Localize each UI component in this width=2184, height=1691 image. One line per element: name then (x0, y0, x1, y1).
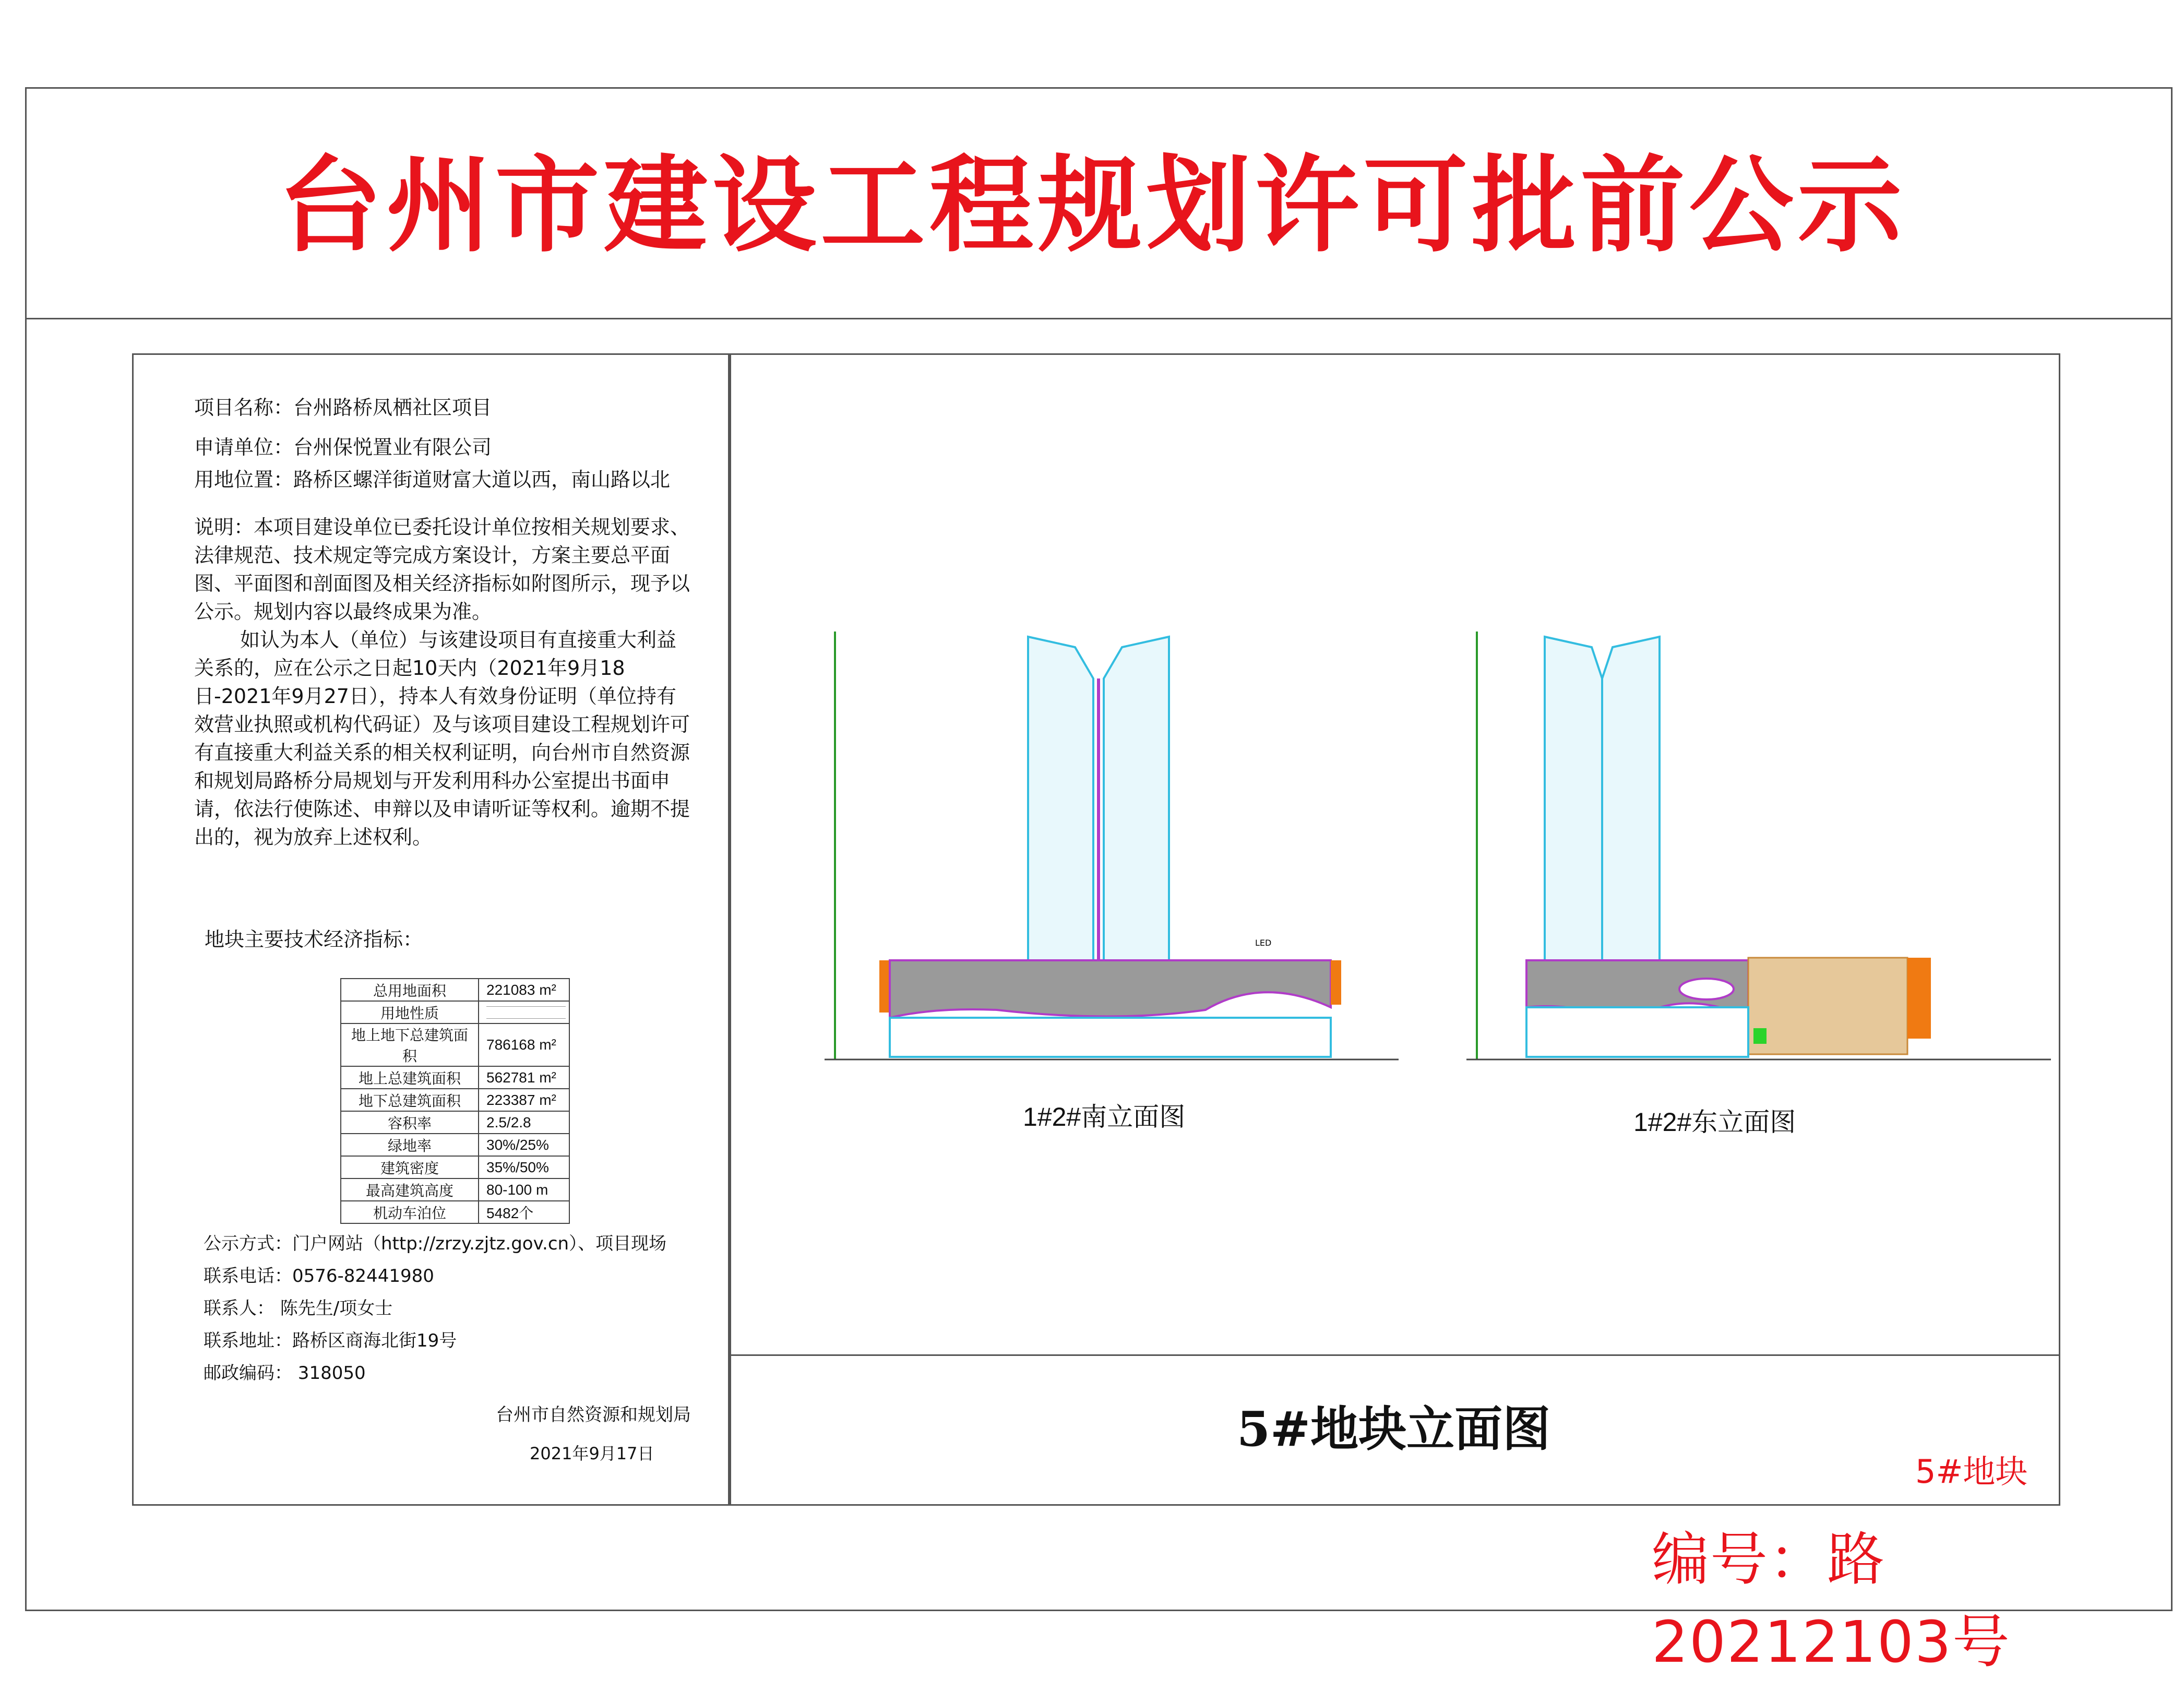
publicity-method: 公示方式：门户网站（http://zrzy.zjtz.gov.cn）、项目现场 (204, 1233, 667, 1254)
indicators-heading: 地块主要技术经济指标： (205, 928, 423, 951)
applicant: 申请单位：台州保悦置业有限公司 (194, 436, 492, 459)
table-row (341, 1134, 569, 1156)
table-row (341, 1111, 569, 1134)
table-cell-label: 总用地面积 (341, 979, 479, 1001)
podium-orange-right (1331, 960, 1341, 1005)
serial-number: 编号：路20212103号 (1652, 1526, 2011, 1675)
table-cell-value: 30%/25% (479, 1134, 569, 1156)
table-cell-label: 容积率 (341, 1111, 479, 1134)
podium-glass-base (1526, 1007, 1748, 1057)
drawing-caption: 5#地块立面图 (1237, 1401, 1551, 1457)
tower-left (1028, 637, 1093, 960)
site-location: 用地位置：路桥区螺洋街道财富大道以西，南山路以北 (194, 468, 671, 491)
land-use-notes (486, 1006, 566, 1019)
table-cell-value: 221083 m² (479, 979, 569, 1001)
table-cell-label: 地下总建筑面积 (341, 1089, 479, 1111)
table-cell-value: 562781 m² (479, 1066, 569, 1089)
contact-info (204, 1228, 666, 1389)
plot-label: 5#地块 (1915, 1452, 2028, 1491)
table-cell-value: 80-100 m (479, 1178, 569, 1201)
project-info (194, 394, 670, 493)
table-cell-value: 223387 m² (479, 1089, 569, 1111)
indicators-table (340, 978, 570, 1224)
postcode: 邮政编码： 318050 (204, 1363, 366, 1384)
table-cell-label: 最高建筑高度 (341, 1178, 479, 1201)
table-cell-value: 35%/50% (479, 1156, 569, 1178)
wood-facade (1748, 958, 1907, 1054)
contact-phone: 联系电话：0576-82441980 (204, 1266, 434, 1287)
issuer-date: 2021年9月17日 (530, 1444, 654, 1463)
page-title: 台州市建设工程规划许可批前公示 (278, 145, 1906, 267)
table-cell-label: 地上总建筑面积 (341, 1066, 479, 1089)
table-row (341, 1201, 569, 1223)
table-cell-label: 绿地率 (341, 1134, 479, 1156)
table-cell-value: 786168 m² (479, 1023, 569, 1066)
south-elevation-label: 1#2#南立面图 (1023, 1102, 1186, 1132)
podium-oval-window (1679, 979, 1734, 999)
table-row (341, 1066, 569, 1089)
table-cell-label: 用地性质 (341, 1001, 479, 1023)
podium-glass-base (890, 1018, 1331, 1057)
east-elevation-label: 1#2#东立面图 (1633, 1108, 1796, 1137)
tower-right (1104, 637, 1169, 960)
notice-para-1: 说明：本项目建设单位已委托设计单位按相关规划要求、法律规范、技术规定等完成方案设计，方案主要总平面图、平面图和剖面图及相关经济指标如附图所示，现予以公示。规划内容以最终成果为准。 (194, 516, 690, 623)
notice-para-2: 如认为本人（单位）与该建设项目有直接重大利益关系的，应在公示之日起10天内（2021年9月18日-2021年9月27日），持本人有效身份证明（单位持有效营业执照或机构代码证）及与该项目建设工程规划许可有直接重大利益关系的相关权利证明，向台州市自然资源和规划局路桥分局规划与开发利用科办公室提出书面申请，依法行使陈述、申辩以及申请听证等权利。逾期不提出的，视为放弃上述权利。 (194, 628, 690, 849)
podium-facade (890, 960, 1331, 1018)
table-cell-label: 机动车泊位 (341, 1201, 479, 1223)
table-row (341, 1001, 569, 1023)
table-cell-value (479, 1001, 569, 1023)
podium-orange-band (879, 960, 890, 1013)
table-row (341, 1156, 569, 1178)
led-tag: LED (1255, 938, 1272, 948)
contact-person: 联系人： 陈先生/项女士 (204, 1298, 393, 1319)
issuer-org: 台州市自然资源和规划局 (496, 1404, 691, 1425)
tower-right (1602, 637, 1660, 960)
table-row (341, 1089, 569, 1111)
table-cell-label: 地上地下总建筑面积 (341, 1023, 479, 1066)
south-elevation-drawing (778, 621, 1404, 1065)
table-row (341, 979, 569, 1001)
orange-panel (1907, 958, 1931, 1039)
green-panel (1753, 1028, 1767, 1044)
table-row (341, 1023, 569, 1066)
drawing-caption-divider (730, 1354, 2060, 1356)
east-elevation-drawing (1419, 621, 2056, 1065)
contact-address: 联系地址：路桥区商海北街19号 (204, 1330, 457, 1351)
table-cell-label: 建筑密度 (341, 1156, 479, 1178)
table-row (341, 1178, 569, 1201)
project-name: 项目名称：台州路桥凤栖社区项目 (194, 396, 492, 419)
table-cell-value: 2.5/2.8 (479, 1111, 569, 1134)
notice-text (194, 513, 690, 851)
tower-left (1545, 637, 1602, 960)
table-cell-value: 5482个 (479, 1201, 569, 1223)
